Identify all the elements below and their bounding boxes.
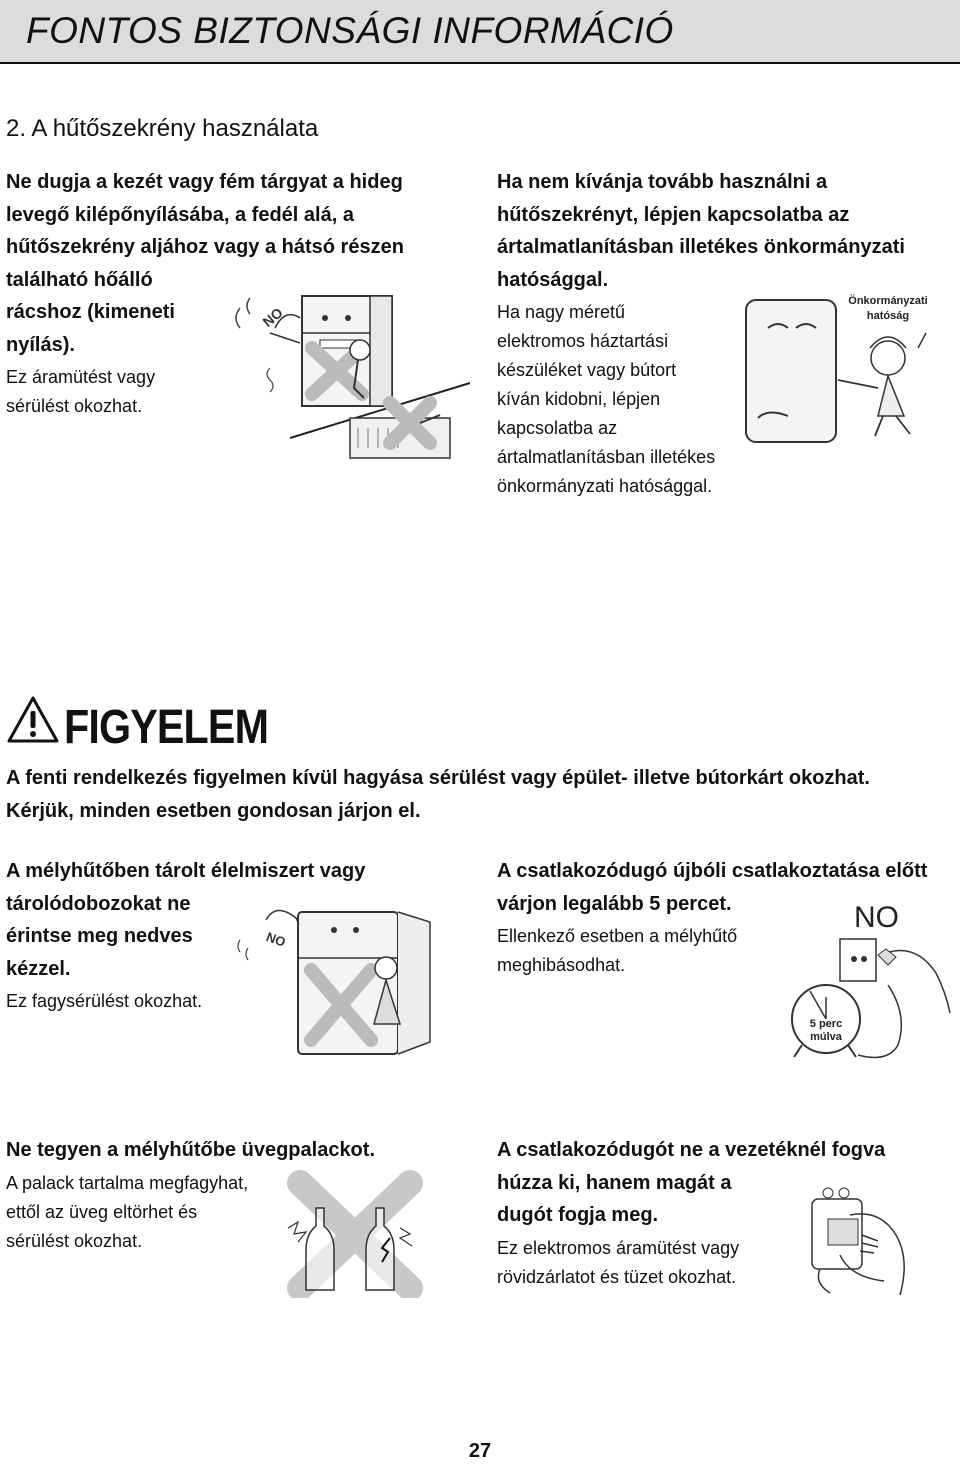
- text-line: Kérjük, minden esetben gondosan járjon el.: [6, 799, 421, 822]
- text-line: önkormányzati hatósággal.: [497, 476, 713, 496]
- text-line: ettől az üveg eltörhet és: [6, 1201, 198, 1222]
- page-number: 27: [468, 1440, 492, 1462]
- text-line: meghibásodhat.: [497, 955, 626, 975]
- text-line: kézzel.: [6, 957, 71, 980]
- text-line: rácshoz (kimeneti: [6, 301, 175, 323]
- block-disposal-bold: [497, 166, 905, 296]
- authority-label: hatóság: [866, 310, 910, 322]
- block-glass-bottles-bold: [6, 1134, 375, 1167]
- fridge-back-illustration: [230, 288, 480, 468]
- warning-title: FIGYELEM: [64, 701, 269, 754]
- glass-bottles-illustration: [280, 1168, 430, 1298]
- text-line: várjon legalább 5 percet.: [497, 892, 732, 915]
- warning-text: [6, 762, 870, 827]
- clock-text: 5 perc: [809, 1018, 843, 1030]
- text-line: ártalmatlanításban illetékes önkormányzati: [497, 236, 905, 258]
- text-line: Ez elektromos áramütést vagy: [497, 1237, 740, 1258]
- text-line: Ne dugja a kezét vagy fém tárgyat a hideg: [6, 171, 403, 193]
- no-label: NO: [264, 929, 288, 950]
- text-line: A mélyhűtőben tárolt élelmiszert vagy: [6, 860, 366, 882]
- unplug-hand-illustration: [800, 1185, 920, 1300]
- text-line: Ha nem kívánja tovább használni a: [497, 171, 828, 193]
- text-line: A palack tartalma megfagyhat,: [6, 1172, 249, 1193]
- text-line: húzza ki, hanem magát a: [497, 1171, 732, 1194]
- text-line: Ez fagysérülést okozhat.: [6, 991, 203, 1011]
- text-line: kíván kidobni, lépjen: [497, 389, 661, 409]
- text-line: A csatlakozódugó újbóli csatlakoztatása előtt: [497, 860, 928, 882]
- reconnect-illustration: [778, 895, 953, 1065]
- text-line: Ellenkező esetben a mélyhűtő: [497, 926, 738, 946]
- no-label: NO: [259, 304, 286, 331]
- text-line: elektromos háztartási: [497, 331, 669, 351]
- no-sign: NO: [854, 901, 899, 934]
- text-line: rövidzárlatot és tüzet okozhat.: [497, 1266, 737, 1287]
- text-line: levegő kilépőnyílásába, a fedél alá, a: [6, 203, 354, 226]
- page-title: FONTOS BIZTONSÁGI INFORMÁCIÓ: [26, 10, 674, 51]
- text-line: hatósággal.: [497, 268, 609, 291]
- text-line: nyílás).: [6, 333, 75, 356]
- text-line: sérülést okozhat.: [6, 396, 143, 416]
- clock-text: múlva: [810, 1031, 842, 1043]
- text-line: sérülést okozhat.: [6, 1230, 143, 1251]
- text-line: Ha nagy méretű: [497, 302, 626, 322]
- text-line: hűtőszekrény aljához vagy a hátsó részen: [6, 236, 404, 258]
- text-line: kapcsolatba az: [497, 418, 618, 438]
- text-line: tárolódobozokat ne: [6, 892, 191, 915]
- text-line: ártalmatlanításban illetékes: [497, 447, 716, 467]
- warning-triangle-icon: [6, 695, 60, 745]
- text-line: található hőálló: [6, 268, 153, 291]
- text-line: A fenti rendelkezés figyelmen kívül hagyása sérülést vagy épület- illetve bútorkárt okozhat.: [6, 767, 870, 789]
- text-line: Ez áramütést vagy: [6, 367, 156, 387]
- disposal-illustration: [738, 288, 953, 453]
- text-line: készüléket vagy bútort: [497, 360, 677, 380]
- authority-label: Önkormányzati: [848, 295, 928, 307]
- text-line: A csatlakozódugót ne a vezetéknél fogva: [497, 1139, 886, 1161]
- freezer-wet-hands-illustration: [236, 900, 436, 1060]
- section-heading: 2. A hűtőszekrény használata: [6, 115, 319, 142]
- text-line: Ne tegyen a mélyhűtőbe üvegpalackot.: [6, 1139, 375, 1161]
- text-line: dugót fogja meg.: [497, 1204, 659, 1226]
- text-line: hűtőszekrényt, lépjen kapcsolatba az: [497, 203, 850, 226]
- text-line: érintse meg nedves: [6, 925, 193, 947]
